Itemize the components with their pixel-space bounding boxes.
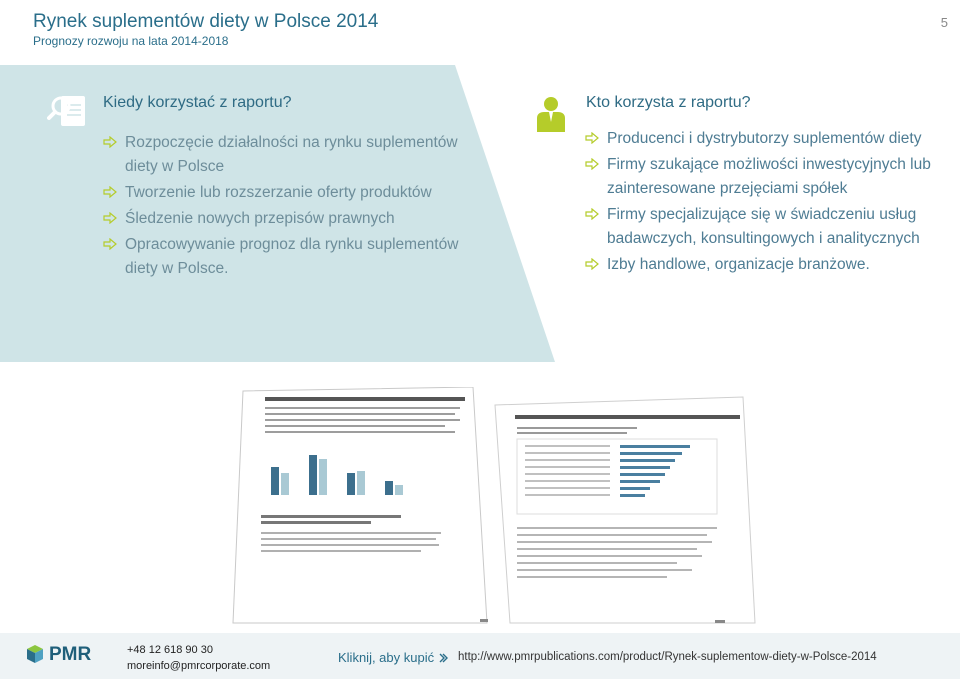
chevron-right-icon[interactable] [438, 653, 448, 663]
list-item [103, 131, 483, 179]
list-item [103, 181, 483, 205]
page-number: 5 [940, 15, 948, 30]
list-item-text: Firmy specjalizujące się w świadczeniu usług badawczych, konsultingowych i analitycznych [607, 206, 920, 247]
list-item-text: Firmy szukające możliwości inwestycyjnych lub zainteresowane przejęciami spółek [607, 156, 931, 197]
list-item [103, 233, 483, 281]
report-preview-image [225, 387, 765, 632]
list-item-text: Opracowywanie prognoz dla rynku suplementów diety w Polsce. [125, 236, 459, 277]
arrow-right-icon [103, 136, 117, 148]
page-header [0, 0, 960, 58]
list-item-text: Rozpoczęcie działalności na rynku suplementów diety w Polsce [125, 134, 458, 175]
usage-list [103, 131, 483, 283]
pmr-logo-text: PMR [49, 644, 92, 665]
list-item [585, 153, 955, 201]
list-item [103, 207, 483, 231]
arrow-right-icon [585, 258, 599, 270]
contact-phone: +48 12 618 90 30 [127, 644, 213, 656]
arrow-right-icon [103, 212, 117, 224]
page-title: Rynek suplementów diety w Polsce 2014 [33, 11, 379, 32]
arrow-right-icon [103, 186, 117, 198]
contact-email[interactable]: moreinfo@pmrcorporate.com [127, 660, 271, 672]
list-item-text: Izby handlowe, organizacje branżowe. [607, 256, 870, 273]
left-section-heading: Kiedy korzystać z raportu? [103, 94, 292, 111]
arrow-right-icon [585, 132, 599, 144]
search-document-icon [47, 93, 89, 129]
arrow-right-icon [585, 208, 599, 220]
buy-link[interactable]: Kliknij, aby kupić [338, 650, 435, 665]
list-item [585, 203, 955, 251]
list-item-text: Tworzenie lub rozszerzanie oferty produktów [125, 184, 432, 201]
list-item-text: Śledzenie nowych przepisów prawnych [125, 210, 395, 227]
list-item-text: Producenci i dystrybutorzy suplementów diety [607, 130, 922, 147]
list-item [585, 253, 955, 277]
audience-list [585, 127, 955, 279]
arrow-right-icon [585, 158, 599, 170]
product-url-link[interactable]: http://www.pmrpublications.com/product/Rynek-suplementow-diety-w-Polsce-2014 [458, 651, 877, 663]
person-icon [535, 96, 567, 132]
arrow-right-icon [103, 238, 117, 250]
list-item [585, 127, 955, 151]
page-subtitle: Prognozy rozwoju na lata 2014-2018 [33, 34, 229, 48]
right-section-heading: Kto korzysta z raportu? [586, 94, 751, 111]
